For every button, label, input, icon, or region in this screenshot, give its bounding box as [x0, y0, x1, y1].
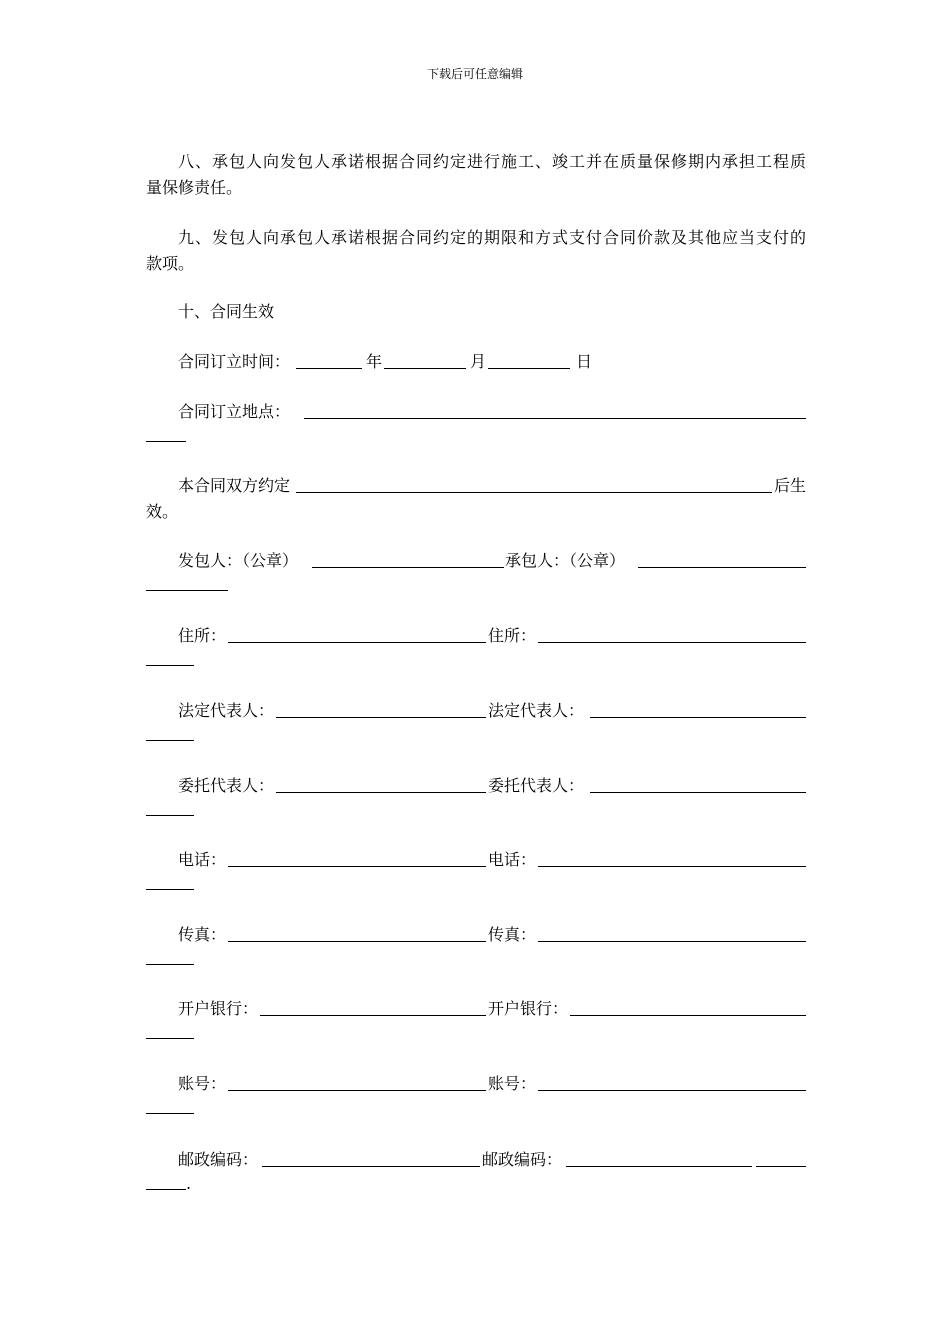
contractor-account-blank-continued[interactable]: [146, 1113, 194, 1114]
clause-8-line-1: 八、承包人向发包人承诺根据合同约定进行施工、竣工并在质量保修期内承担工程质: [178, 152, 806, 171]
employer-account-blank[interactable]: [228, 1090, 486, 1091]
contractor-agent-blank-continued[interactable]: [146, 815, 194, 816]
contractor-phone-label: 电话：: [488, 850, 537, 869]
contractor-fax-blank[interactable]: [538, 941, 806, 942]
contractor-fax-label: 传真：: [488, 925, 537, 944]
clause-8-line-2: 量保修责任。: [146, 178, 243, 197]
effective-suffix-continued: 效。: [146, 502, 179, 521]
employer-address-label: 住所：: [178, 626, 227, 645]
clause-10-heading: 十、合同生效: [178, 302, 275, 321]
effective-condition-blank[interactable]: [296, 492, 772, 493]
contractor-agent-label: 委托代表人：: [488, 776, 585, 795]
contractor-postcode-blank-continued[interactable]: [146, 1189, 186, 1190]
contractor-agent-blank[interactable]: [590, 792, 806, 793]
employer-legal-rep-label: 法定代表人：: [178, 701, 275, 720]
contractor-bank-blank-continued[interactable]: [146, 1038, 194, 1039]
employer-phone-label: 电话：: [178, 850, 227, 869]
contractor-postcode-blank[interactable]: [566, 1166, 752, 1167]
contractor-legal-rep-label: 法定代表人：: [488, 701, 585, 720]
contractor-bank-label: 开户银行：: [488, 999, 569, 1018]
contractor-bank-blank[interactable]: [570, 1015, 806, 1016]
employer-phone-blank[interactable]: [228, 866, 486, 867]
day-blank[interactable]: [488, 368, 570, 369]
postcode-continued-row: [146, 1174, 806, 1234]
month-label: 月: [470, 352, 487, 371]
employer-bank-blank[interactable]: [260, 1015, 486, 1016]
month-blank[interactable]: [384, 368, 466, 369]
employer-legal-rep-blank[interactable]: [276, 717, 486, 718]
contractor-legal-rep-blank-continued[interactable]: [146, 740, 194, 741]
contractor-seal-blank-continued[interactable]: [146, 590, 228, 591]
employer-account-label: 账号：: [178, 1074, 227, 1093]
year-blank[interactable]: [296, 368, 362, 369]
contractor-seal-blank[interactable]: [638, 567, 806, 568]
employer-bank-label: 开户银行：: [178, 999, 259, 1018]
employer-seal-label: 发包人：（公章）: [178, 551, 299, 570]
contractor-address-blank-continued[interactable]: [146, 665, 194, 666]
contractor-address-label: 住所：: [488, 626, 537, 645]
contractor-address-blank[interactable]: [538, 642, 806, 643]
signing-place-row: [178, 402, 806, 462]
clause-9-line-2: 款项。: [146, 254, 195, 273]
end-period: .: [186, 1174, 192, 1193]
contractor-postcode-blank-extra[interactable]: [756, 1166, 806, 1167]
year-label: 年: [366, 352, 383, 371]
signing-time-label: 合同订立时间：: [178, 352, 291, 371]
effective-label: 本合同双方约定: [178, 476, 291, 495]
employer-agent-label: 委托代表人：: [178, 776, 275, 795]
employer-seal-blank[interactable]: [312, 567, 504, 568]
employer-fax-blank[interactable]: [228, 941, 486, 942]
day-label: 日: [576, 352, 593, 371]
contractor-seal-label: 承包人：（公章）: [505, 551, 626, 570]
signing-place-blank-continued[interactable]: [146, 441, 186, 442]
page-header-note: 下载后可任意编辑: [426, 67, 523, 81]
clause-9-line-1: 九、发包人向承包人承诺根据合同约定的期限和方式支付合同价款及其他应当支付的: [178, 228, 806, 247]
employer-postcode-blank[interactable]: [262, 1166, 480, 1167]
effective-suffix: 后生: [774, 476, 807, 495]
contractor-phone-blank[interactable]: [538, 866, 806, 867]
employer-agent-blank[interactable]: [276, 792, 486, 793]
contractor-fax-blank-continued[interactable]: [146, 964, 194, 965]
signing-place-blank[interactable]: [304, 418, 806, 419]
employer-postcode-label: 邮政编码：: [178, 1150, 259, 1169]
contractor-account-label: 账号：: [488, 1074, 537, 1093]
employer-fax-label: 传真：: [178, 925, 227, 944]
employer-address-blank[interactable]: [228, 642, 486, 643]
contractor-phone-blank-continued[interactable]: [146, 889, 194, 890]
contractor-postcode-label: 邮政编码：: [482, 1150, 563, 1169]
contractor-account-blank[interactable]: [538, 1090, 806, 1091]
signing-place-label: 合同订立地点：: [178, 402, 291, 421]
contractor-legal-rep-blank[interactable]: [590, 717, 806, 718]
